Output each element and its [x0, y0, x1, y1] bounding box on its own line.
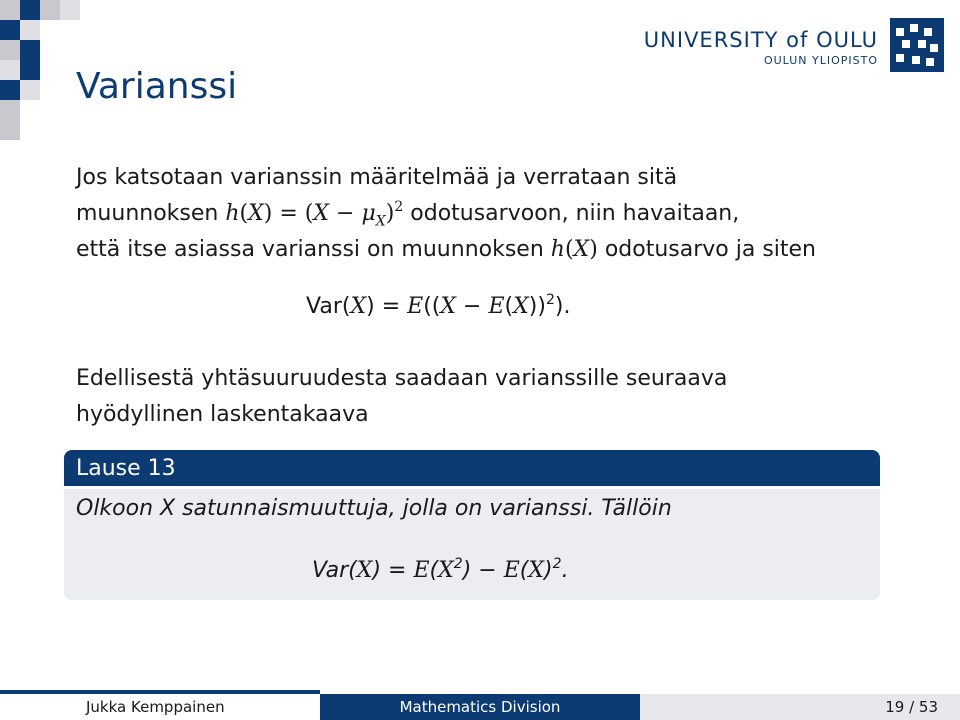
theorem-heading: Lause 13: [64, 450, 880, 489]
footer-author: Jukka Kemppainen: [0, 694, 320, 720]
formula-inline-1: $h(X) = (X - \mu_X)^2$: [225, 199, 404, 230]
slide-title: Varianssi: [76, 66, 238, 107]
footer-institute: Mathematics Division: [320, 694, 640, 720]
theorem-equation: $Var(X) = E(X^2) - E(X)^2$.: [312, 556, 569, 583]
footer: [0, 694, 960, 720]
paragraph-2: [76, 361, 896, 433]
p1-line3: että itse asiassa varianssi on muunnoksen h(X) odotusarvo ja siten: [76, 237, 816, 262]
p1-line1: Jos katsotaan varianssin määritelmää ja verrataan sitä: [76, 165, 678, 190]
variance-definition-equation: $Var(X) = E((X - E(X))^2)$.: [306, 292, 571, 319]
p2-line1: Edellisestä yhtäsuuruudesta saadaan varianssille seuraava: [76, 366, 728, 391]
p1-line2: muunnoksen $h(X) = (X - \mu_X)^2$ odotusarvoon, niin havaitaan,: [76, 199, 740, 230]
university-subname: OULUN YLIOPISTO: [763, 54, 878, 67]
theorem-block: [64, 450, 880, 600]
university-logo: [644, 30, 878, 66]
university-name: UNIVERSITY of OULU: [643, 28, 878, 52]
p2-line2: hyödyllinen laskentakaava: [76, 402, 369, 427]
paragraph-1: [76, 160, 896, 268]
theorem-statement: Olkoon X satunnaismuuttuja, jolla on varianssi. Tällöin: [76, 496, 672, 521]
footer-page-number: 19 / 53: [640, 694, 960, 720]
university-emblem-icon: [890, 18, 944, 72]
formula-inline-2: h(X): [550, 237, 598, 262]
